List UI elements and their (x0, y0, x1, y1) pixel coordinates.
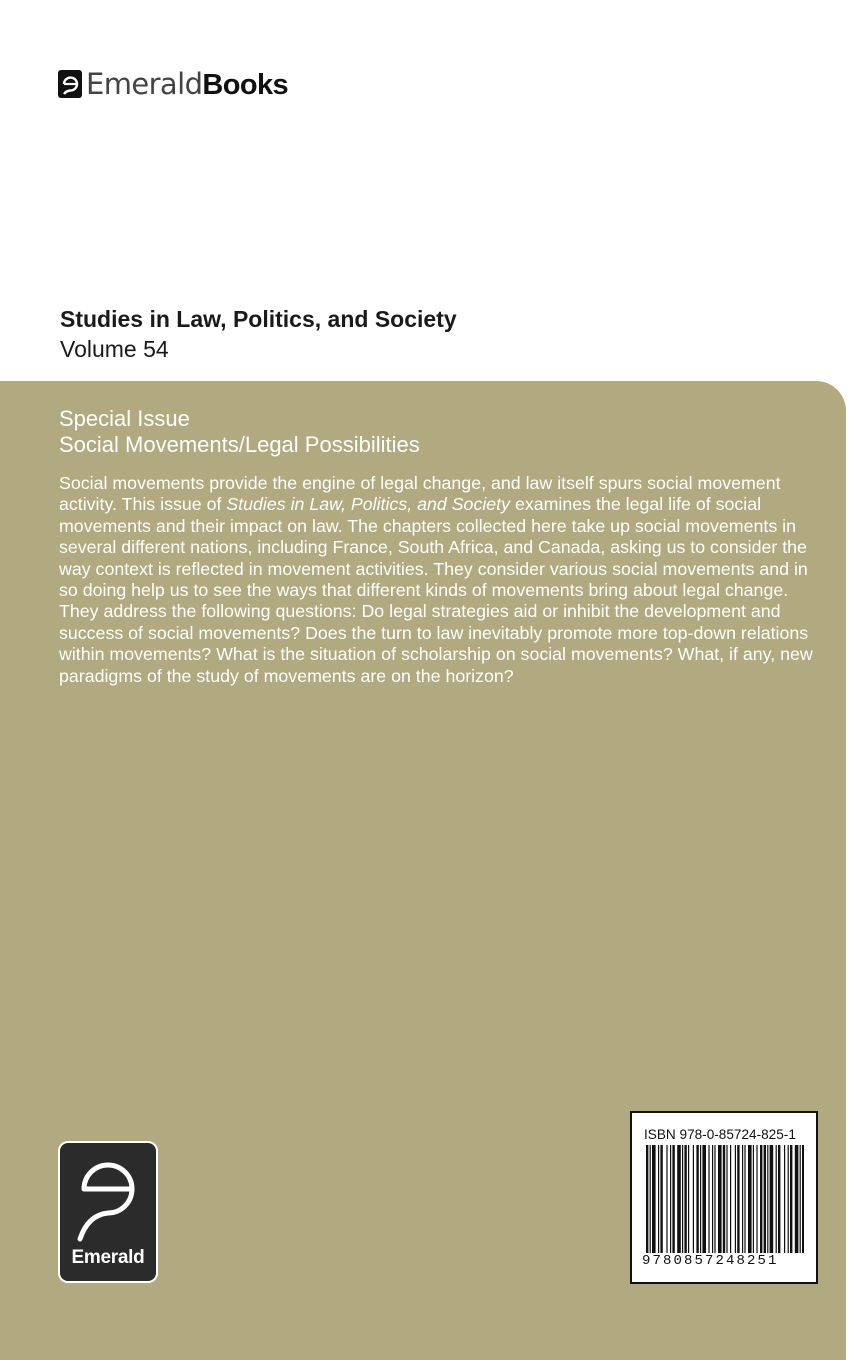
barcode-bar (748, 1145, 752, 1253)
series-title: Studies in Law, Politics, and Society (60, 306, 457, 332)
barcode-bar (730, 1145, 731, 1253)
barcode-bar (677, 1145, 681, 1253)
barcode-bar (708, 1145, 709, 1253)
barcode-bar (776, 1145, 777, 1253)
barcode-bar (666, 1145, 667, 1253)
barcode-bar (778, 1145, 780, 1253)
special-issue-title: Social Movements/Legal Possibilities (59, 432, 420, 457)
brand-books-text: Books (202, 68, 289, 101)
barcode-bar (646, 1145, 648, 1253)
barcode-bar (756, 1145, 757, 1253)
barcode-bar (670, 1145, 671, 1253)
barcode-bar (650, 1145, 651, 1253)
emerald-e-icon (58, 70, 82, 98)
barcode-bar (735, 1145, 736, 1253)
emerald-logo-word: Emerald (71, 1247, 145, 1268)
isbn-number: ISBN 978-0-85724-825-1 (644, 1127, 796, 1142)
barcode-bar (718, 1145, 722, 1253)
blurb-italic-title: Studies in Law, Politics, and Society (226, 494, 511, 515)
barcode-bar (682, 1145, 683, 1253)
barcode-bar (753, 1145, 754, 1253)
barcode-bar (658, 1145, 659, 1253)
barcode-bar (684, 1145, 686, 1253)
barcode-bar (800, 1145, 801, 1253)
barcode-bar (660, 1145, 662, 1253)
barcode-bar (700, 1145, 701, 1253)
series-volume: Volume 54 (60, 336, 169, 362)
barcode-bar (696, 1145, 698, 1253)
barcode-box (630, 1111, 818, 1284)
barcode-bar (723, 1145, 725, 1253)
barcode-bar (795, 1145, 799, 1253)
barcode-bar (714, 1145, 715, 1253)
emerald-swirl-icon (70, 1153, 146, 1245)
blurb-part-2: examines the legal life of social movements and their impact on law. The chapters collected here take up social movements in several different nations, including France, South Africa, and Canada, asking us to consider the way context is reflected in movement activities. They consider various social movements and in so doing help us to see the ways that different kinds of movements bring about legal change. They address the following questions: Do legal strategies aid or inhibit the development and success of social movements? Does the turn to law inevitably promote more top-down relations within movements? What is the situation of scholarship on social movements? What, if any, new paradigms of the study of movements are on the horizon? (59, 494, 813, 686)
barcode-bar (672, 1145, 674, 1253)
special-issue-label: Special Issue (59, 406, 190, 431)
barcode-bar (652, 1145, 656, 1253)
barcode-bar (802, 1145, 804, 1253)
barcode-bar (764, 1145, 766, 1253)
barcode-bar (744, 1145, 745, 1253)
brand-emerald-text: Emerald (86, 66, 203, 101)
barcode-bar (770, 1145, 774, 1253)
barcode-bar (784, 1145, 785, 1253)
barcode-bar (790, 1145, 792, 1253)
barcode-bar (726, 1145, 727, 1253)
barcode-bar (737, 1145, 739, 1253)
emerald-books-logo (58, 66, 288, 102)
barcode-bar (702, 1145, 706, 1253)
barcode-bar (788, 1145, 789, 1253)
barcode-bar (760, 1145, 762, 1253)
special-issue-heading (59, 406, 420, 458)
barcode-bar (742, 1145, 743, 1253)
emerald-publisher-logo (58, 1141, 158, 1283)
barcode-bar (767, 1145, 768, 1253)
barcode-digits: 9780857248251 (642, 1253, 779, 1269)
blurb-part-1: Social movements provide the engine of legal change, and law itself spurs social movement activity. This issue of (59, 473, 781, 515)
barcode-bar (693, 1145, 694, 1253)
blurb-text (59, 473, 829, 687)
barcode-bar (712, 1145, 713, 1253)
barcode-bars (646, 1145, 804, 1253)
barcode-bar (688, 1145, 689, 1253)
